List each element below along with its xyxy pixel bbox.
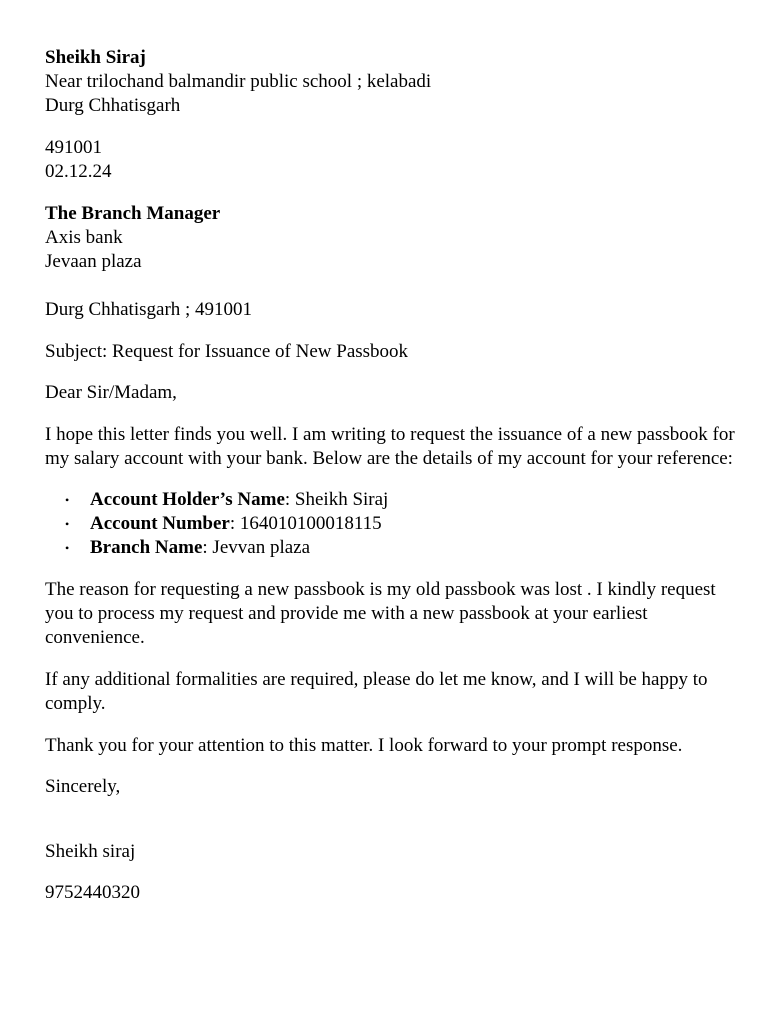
letter-date: 02.12.24: [45, 161, 112, 182]
recipient-title: The Branch Manager: [45, 203, 221, 224]
bullet-icon: •: [65, 517, 70, 531]
sender-address-line2: Durg Chhatisgarh: [45, 95, 181, 116]
sender-address-line1: Near trilochand balmandir public school ; kelabadi: [45, 71, 432, 92]
detail-label: Branch Name: [90, 537, 203, 558]
detail-value: : Sheikh Siraj: [284, 489, 389, 510]
phone-number: 9752440320: [45, 882, 140, 903]
recipient-branch: Jevaan plaza: [45, 251, 142, 272]
sender-block: [45, 46, 735, 184]
recipient-block: [45, 202, 735, 322]
formalities-paragraph: If any additional formalities are required, please do let me know, and I will be happy to comply.: [45, 669, 708, 714]
letter: [45, 46, 735, 905]
detail-value: : Jevvan plaza: [202, 537, 311, 558]
bullet-icon: •: [65, 541, 70, 555]
detail-label: Account Holder’s Name: [90, 489, 285, 510]
list-item: [65, 488, 735, 512]
thanks-paragraph: Thank you for your attention to this matter. I look forward to your prompt response.: [45, 735, 683, 756]
detail-value: : 164010100018115: [229, 513, 382, 534]
recipient-city-pin: Durg Chhatisgarh ; 491001: [45, 299, 253, 320]
list-item: [65, 536, 735, 560]
sender-pincode: 491001: [45, 137, 102, 158]
salutation: Dear Sir/Madam,: [45, 382, 177, 403]
signature-name: Sheikh siraj: [45, 841, 136, 862]
letter-subject: Subject: Request for Issuance of New Passbook: [45, 341, 409, 362]
closing: Sincerely,: [45, 776, 121, 797]
account-details-list: [45, 488, 735, 560]
intro-paragraph: I hope this letter finds you well. I am writing to request the issuance of a new passbook for my salary account with your bank. Below are the details of my account for your reference:: [45, 424, 735, 469]
sender-name: Sheikh Siraj: [45, 47, 146, 68]
list-item: [65, 512, 735, 536]
bullet-icon: •: [65, 493, 70, 507]
detail-label: Account Number: [90, 513, 230, 534]
recipient-bank: Axis bank: [45, 227, 123, 248]
reason-paragraph: The reason for requesting a new passbook is my old passbook was lost . I kindly request you to process my request and provide me with a new passbook at your earliest convenience.: [45, 579, 716, 648]
